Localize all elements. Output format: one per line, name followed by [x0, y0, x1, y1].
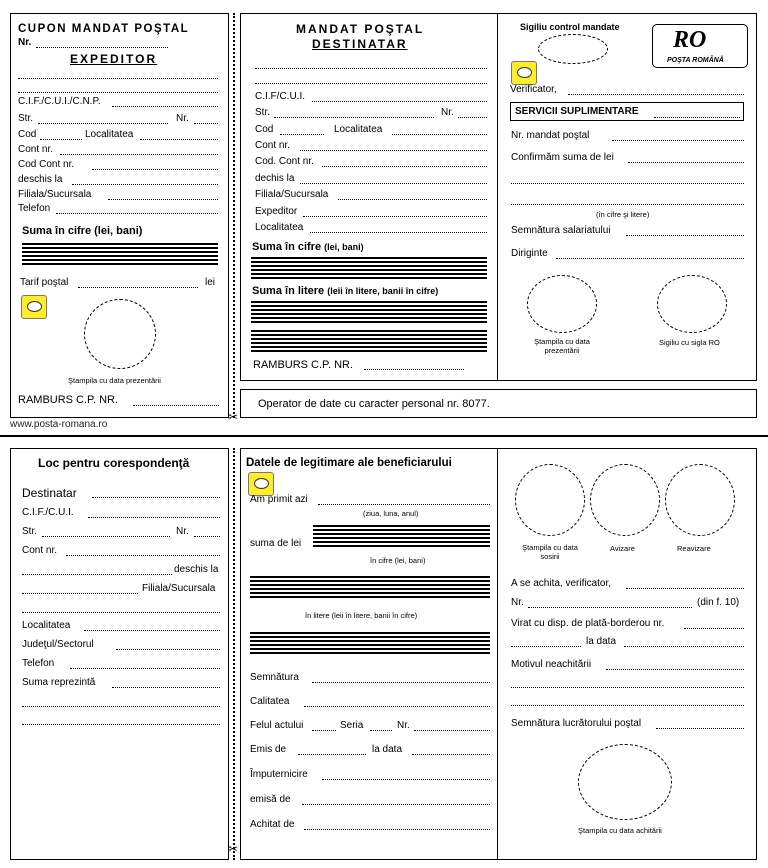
- virat-la-data-label: la data: [586, 636, 617, 647]
- recipient-suma-litere-box2: [251, 330, 487, 352]
- recipient-cif-label: C.I.F/C.U.I.: [255, 91, 305, 102]
- control-stamp-circle-2: [657, 275, 727, 333]
- sender-stamp-circle: [84, 299, 156, 369]
- destinatar-heading: DESTINATAR: [312, 37, 408, 51]
- recipient-localitatea2-label: Localitatea: [255, 222, 304, 233]
- control-stamp-caption-1: Ştampila cu data prezentării: [534, 337, 590, 355]
- sigiliu-oval: [538, 34, 608, 64]
- sender-nr-label: Nr.: [176, 113, 189, 124]
- recipient-suma-litere-box1: [251, 301, 487, 323]
- mandat-title: MANDAT POŞTAL: [296, 22, 425, 36]
- servicii-box: [510, 102, 744, 121]
- recipient-cod-label: Cod: [255, 124, 274, 135]
- expeditor-heading: EXPEDITOR: [70, 52, 158, 66]
- beneficiary-in-cifre: în cifre (lei, bani): [370, 556, 426, 565]
- stamp-achitarii-circle: [578, 744, 672, 820]
- beneficiary-in-litere: în litere (leii în litere, banii în cifre): [305, 611, 418, 620]
- suma-cifre-text: Suma în cifre: [252, 241, 322, 253]
- in-cifre-note: (în cifre şi litere): [596, 210, 650, 219]
- seria-label: Seria: [340, 720, 364, 731]
- beneficiary-litere-box: [250, 576, 490, 598]
- chat-bubble-icon-3: [248, 472, 274, 496]
- semnatura-lucrator-label: Semnătura lucrătorului poştal: [511, 718, 642, 729]
- control-stamp-circle-1: [527, 275, 597, 333]
- cut-line-bottom: [233, 448, 235, 860]
- coupon-title: CUPON MANDAT POŞTAL: [18, 23, 190, 35]
- din-f-label: (din f. 10): [697, 597, 740, 608]
- recipient-cont-label: Cont nr.: [255, 140, 291, 151]
- corr-filiala-label: Filiala/Sucursala: [142, 583, 216, 594]
- diriginte-label: Diriginte: [511, 248, 548, 259]
- payment-nr-label: Nr.: [511, 597, 524, 608]
- felul-actului-label: Felul actului: [250, 720, 304, 731]
- corr-judet-label: Judeţul/Sectorul: [22, 639, 94, 650]
- logo-ro-text: RO: [673, 27, 707, 53]
- page-separator: [0, 435, 768, 437]
- recipient-suma-cifre-box: [251, 257, 487, 279]
- verificator-label: Verificator,: [510, 84, 557, 95]
- stamp-sosire-caption: Ştampila cu data sosirii: [522, 543, 578, 561]
- recipient-suma-cifre-label: [252, 241, 364, 253]
- scissors-icon: ✂: [228, 410, 239, 424]
- control-stamp-caption-2: Sigiliu cu sigla RO: [659, 338, 720, 347]
- felul-nr-label: Nr.: [397, 720, 410, 731]
- coupon-nr-label: Nr.: [18, 37, 32, 48]
- sender-cif-label: C.I.F./C.U.I./C.N.P.: [18, 96, 101, 107]
- recipient-suma-litere-label: [252, 285, 438, 297]
- imputernicire-label: Împuternicire: [250, 769, 308, 780]
- tarif-lei-label: lei: [205, 277, 216, 288]
- suma-litere-text: Suma în litere: [252, 285, 325, 297]
- recipient-localitatea-label: Localitatea: [334, 124, 383, 135]
- suma-de-lei-label: suma de lei: [250, 538, 302, 549]
- sender-stamp-caption: Ştampila cu data prezentării: [68, 376, 161, 385]
- recipient-str-label: Str.: [255, 107, 271, 118]
- recipient-filiala-label: Filiala/Sucursala: [255, 189, 329, 200]
- ziua-note: (ziua, luna, anul): [363, 509, 419, 518]
- corr-deschis-label: deschis la: [174, 564, 219, 575]
- correspondence-title: Loc pentru corespondenţă: [38, 456, 190, 470]
- tarif-postal-label: Tarif poştal: [20, 277, 69, 288]
- recipient-cod-cont-label: Cod. Cont nr.: [255, 156, 314, 167]
- cut-line-top: [233, 13, 235, 418]
- semnatura-salariat-label: Semnătura salariatului: [511, 225, 611, 236]
- sender-cont-label: Cont nr.: [18, 144, 54, 155]
- confirmam-label: Confirmăm suma de lei: [511, 152, 614, 163]
- am-primit-label: Am primit azi: [250, 494, 308, 505]
- sender-filiala-label: Filiala/Sucursala: [18, 189, 92, 200]
- corr-suma-label: Suma reprezintă: [22, 677, 96, 688]
- beneficiary-cifre-box: [313, 525, 490, 547]
- corr-cont-label: Cont nr.: [22, 545, 58, 556]
- reavizare-circle: [665, 464, 735, 536]
- sender-cod-label: Cod: [18, 129, 37, 140]
- stamp-achitarii-caption: Ştampila cu data achitării: [578, 826, 662, 835]
- sender-suma-cifre-label: Suma în cifre (lei, bani): [22, 225, 143, 237]
- sender-telefon-label: Telefon: [18, 203, 51, 214]
- chat-bubble-icon: [21, 295, 47, 319]
- sender-suma-cifre-box: [22, 243, 218, 265]
- emis-la-data-label: la data: [372, 744, 403, 755]
- achitat-de-label: Achitat de: [250, 819, 295, 830]
- sender-ramburs-label: RAMBURS C.P. NR.: [18, 394, 119, 406]
- semnatura-label: Semnătura: [250, 672, 299, 683]
- recipient-nr-label: Nr.: [441, 107, 454, 118]
- recipient-deschis-label: dechis la: [255, 173, 295, 184]
- sender-localitatea-label: Localitatea: [85, 129, 134, 140]
- suma-cifre-unit: (lei, bani): [324, 242, 364, 252]
- calitatea-label: Calitatea: [250, 696, 290, 707]
- website-url: www.posta-romana.ro: [10, 419, 108, 430]
- posta-romana-logo: [652, 24, 748, 68]
- recipient-ramburs-label: RAMBURS C.P. NR.: [253, 359, 354, 371]
- sigiliu-label: Sigiliu control mandate: [520, 22, 620, 32]
- beneficiary-title: Datele de legitimare ale beneficiarului: [246, 457, 452, 469]
- motivul-label: Motivul neachitării: [511, 659, 592, 670]
- beneficiary-litere-box-2: [250, 632, 490, 654]
- corr-cif-label: C.I.F./C.U.I.: [22, 507, 74, 518]
- corr-str-label: Str.: [22, 526, 38, 537]
- operator-text: Operator de date cu caracter personal nr. 8077.: [258, 398, 490, 410]
- emisa-de-label: emisă de: [250, 794, 291, 805]
- servicii-label: SERVICII SUPLIMENTARE: [515, 106, 639, 117]
- avizare-caption: Avizare: [610, 544, 635, 553]
- recipient-expeditor-label: Expeditor: [255, 206, 298, 217]
- corr-localitatea-label: Localitatea: [22, 620, 71, 631]
- nr-mandat-label: Nr. mandat poştal: [511, 130, 590, 141]
- avizare-circle: [590, 464, 660, 536]
- corr-telefon-label: Telefon: [22, 658, 55, 669]
- logo-sub-text: POŞTA ROMÂNĂ: [667, 57, 724, 64]
- sender-str-label: Str.: [18, 113, 34, 124]
- suma-litere-note: (leii în litere, banii în cifre): [327, 286, 439, 296]
- reavizare-caption: Reavizare: [677, 544, 711, 553]
- corr-destinatar-label: Destinatar: [22, 486, 77, 500]
- sender-deschis-label: deschis la: [18, 174, 63, 185]
- scissors-icon-2: ✂: [228, 842, 239, 856]
- stamp-sosire-circle: [515, 464, 585, 536]
- corr-nr-label: Nr.: [176, 526, 189, 537]
- se-achita-label: A se achita, verificator,: [511, 578, 612, 589]
- sender-cod-cont-label: Cod Cont nr.: [18, 159, 75, 170]
- virat-label: Virat cu disp. de plată-borderou nr.: [511, 618, 665, 629]
- chat-bubble-icon-2: [511, 61, 537, 85]
- emis-de-label: Emis de: [250, 744, 287, 755]
